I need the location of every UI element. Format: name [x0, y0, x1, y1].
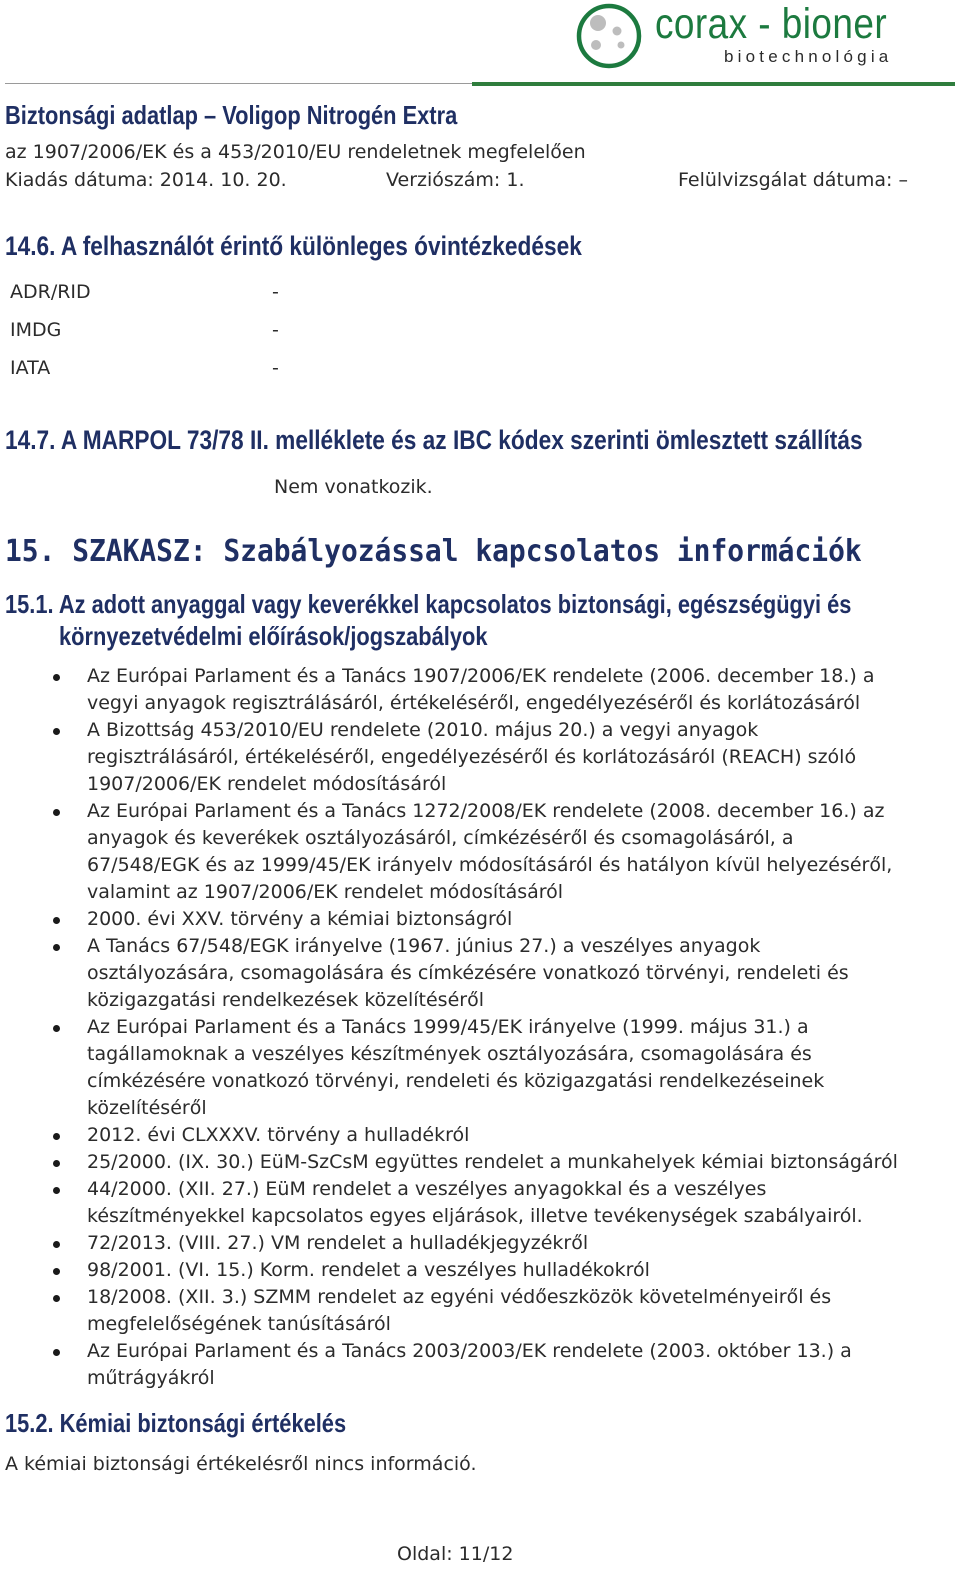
- bullet-icon: [53, 809, 60, 816]
- transport-label-imdg: IMDG: [10, 319, 62, 341]
- bullet-icon: [53, 674, 60, 681]
- bullet-icon: [53, 917, 60, 924]
- section-15-title: 15. SZAKASZ: Szabályozással kapcsolatos információk: [5, 534, 862, 569]
- section-15-1-title-line1: 15.1. Az adott anyaggal vagy keverékkel kapcsolatos biztonsági, egészségügyi és: [5, 589, 852, 619]
- transport-value-iata: -: [272, 357, 279, 379]
- section-14-6-title: 14.6. A felhasználót érintő különleges óvintézkedések: [5, 231, 582, 261]
- document-title: Biztonsági adatlap – Voligop Nitrogén Extra: [5, 100, 458, 130]
- section-15-2-title: 15.2. Kémiai biztonsági értékelés: [5, 1408, 347, 1438]
- list-item: 25/2000. (IX. 30.) EüM-SzCsM együttes rendelet a munkahelyek kémiai biztonságáról: [0, 1149, 900, 1176]
- transport-label-iata: IATA: [10, 357, 51, 379]
- list-item: 2000. évi XXV. törvény a kémiai biztonságról: [0, 906, 900, 933]
- bullet-icon: [53, 1241, 60, 1248]
- bullet-icon: [53, 1025, 60, 1032]
- transport-value-adr: -: [272, 281, 279, 303]
- issue-date: Kiadás dátuma: 2014. 10. 20.: [5, 169, 287, 191]
- bullet-icon: [53, 1160, 60, 1167]
- transport-label-adr: ADR/RID: [10, 281, 91, 303]
- list-item: Az Európai Parlament és a Tanács 1907/2006/EK rendelete (2006. december 18.) a vegyi anyagok regisztrálásáról, értékeléséről, engedélyezéséről és korlátozásáról: [0, 663, 900, 717]
- transport-value-imdg: -: [272, 319, 279, 341]
- logo-tagline: biotechnológia: [724, 47, 893, 66]
- list-item: 44/2000. (XII. 27.) EüM rendelet a veszélyes anyagokkal és a veszélyes készítményekkel kapcsolatos egyes eljárások, illetve tevékenységek szabályairól.: [0, 1176, 900, 1230]
- list-item: A Tanács 67/548/EGK irányelve (1967. június 27.) a veszélyes anyagok osztályozására, csomagolására és címkézésére vonatkozó törvényi, rendeleti és közigazgatási rendelkezések közelítéséről: [0, 933, 900, 1014]
- version-number: Verziószám: 1.: [386, 169, 525, 191]
- bullet-icon: [53, 1268, 60, 1275]
- bullet-icon: [53, 1133, 60, 1140]
- section-15-1-title-line2: környezetvédelmi előírások/jogszabályok: [59, 621, 488, 651]
- logo-name: corax - bioner: [655, 0, 888, 48]
- bullet-icon: [53, 944, 60, 951]
- bullet-icon: [53, 1295, 60, 1302]
- list-item: 72/2013. (VIII. 27.) VM rendelet a hulladékjegyzékről: [0, 1230, 900, 1257]
- list-item: 98/2001. (VI. 15.) Korm. rendelet a veszélyes hulladékokról: [0, 1257, 900, 1284]
- list-item: Az Európai Parlament és a Tanács 1999/45/EK irányelve (1999. május 31.) a tagállamoknak a veszélyes készítmények osztályozására, csomagolására és címkézésére vonatkozó törvényi, rendeleti és közigazgatási rendelkezéseinek közelítéséről: [0, 1014, 900, 1122]
- regulation-list: [0, 663, 960, 1392]
- dotted-circle-logo-icon: [574, 2, 644, 70]
- bullet-icon: [53, 1187, 60, 1194]
- list-item: Az Európai Parlament és a Tanács 2003/2003/EK rendelete (2003. október 13.) a műtrágyákról: [0, 1338, 900, 1392]
- section-15-2-text: A kémiai biztonsági értékelésről nincs információ.: [5, 1453, 477, 1475]
- list-item: Az Európai Parlament és a Tanács 1272/2008/EK rendelete (2008. december 16.) az anyagok és keverékek osztályozásáról, címkézéséről és csomagolásáról, a 67/548/EGK és az 1999/45/EK irányelv módosításáról és hatályon kívül helyezéséről, valamint az 1907/2006/EK rendelet módosításáról: [0, 798, 900, 906]
- page-number: Oldal: 11/12: [397, 1543, 514, 1565]
- section-14-7-text: Nem vonatkozik.: [274, 476, 433, 498]
- bullet-icon: [53, 728, 60, 735]
- bullet-icon: [53, 1349, 60, 1356]
- list-item: 18/2008. (XII. 3.) SZMM rendelet az egyéni védőeszközök követelményeiről és megfelelőségének tanúsításáról: [0, 1284, 900, 1338]
- regulation-line: az 1907/2006/EK és a 453/2010/EU rendeletnek megfelelően: [5, 141, 586, 163]
- header-rule-thick: [472, 82, 955, 86]
- list-item: 2012. évi CLXXXV. törvény a hulladékról: [0, 1122, 900, 1149]
- list-item: A Bizottság 453/2010/EU rendelete (2010. május 20.) a vegyi anyagok regisztrálásáról, értékeléséről, engedélyezéséről és korlátozásáról (REACH) szóló 1907/2006/EK rendelet módosításáról: [0, 717, 900, 798]
- header-rule-thin: [5, 83, 472, 84]
- review-date: Felülvizsgálat dátuma: –: [678, 169, 908, 191]
- section-14-7-title: 14.7. A MARPOL 73/78 II. melléklete és az IBC kódex szerinti ömlesztett szállítás: [5, 425, 863, 455]
